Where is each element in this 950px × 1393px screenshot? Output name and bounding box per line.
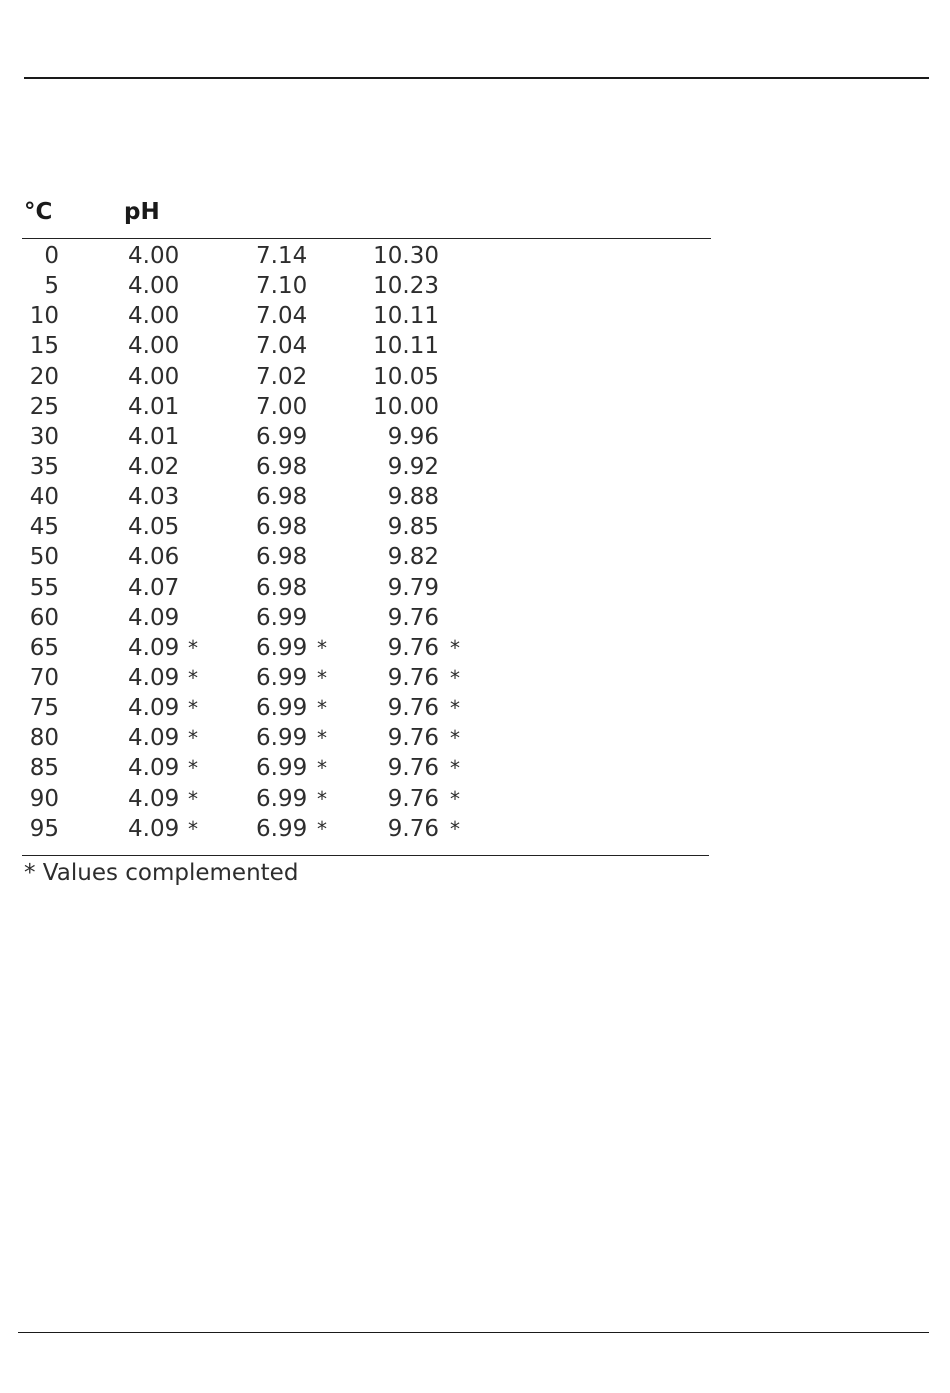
cell-ph-buffer-1-marker: * bbox=[188, 635, 198, 660]
cell-ph-buffer-2: 7.04 bbox=[256, 333, 308, 360]
cell-temperature: 25 bbox=[29, 393, 59, 420]
cell-ph-buffer-3: 9.76 bbox=[387, 695, 439, 722]
cell-ph-buffer-2-marker: * bbox=[317, 665, 327, 690]
cell-ph-buffer-3-marker: * bbox=[450, 726, 460, 751]
table-row bbox=[0, 452, 720, 482]
cell-ph-buffer-3: 10.05 bbox=[373, 363, 439, 390]
cell-temperature: 5 bbox=[44, 273, 59, 300]
cell-temperature: 60 bbox=[29, 604, 59, 631]
table-row bbox=[0, 362, 720, 392]
table-footer-rule bbox=[22, 855, 709, 856]
cell-ph-buffer-1: 4.00 bbox=[128, 273, 180, 300]
cell-temperature: 80 bbox=[29, 725, 59, 752]
cell-ph-buffer-2: 6.99 bbox=[256, 725, 308, 752]
cell-ph-buffer-2: 6.98 bbox=[256, 484, 308, 511]
cell-ph-buffer-1-marker: * bbox=[188, 665, 198, 690]
table-row bbox=[0, 542, 720, 572]
cell-ph-buffer-1: 4.09 bbox=[128, 664, 180, 691]
cell-ph-buffer-2: 6.99 bbox=[256, 785, 308, 812]
table-row bbox=[0, 784, 720, 814]
cell-temperature: 65 bbox=[29, 634, 59, 661]
cell-ph-buffer-1-marker: * bbox=[188, 816, 198, 841]
table-row bbox=[0, 392, 720, 422]
cell-temperature: 30 bbox=[29, 423, 59, 450]
table-header-rule bbox=[22, 238, 711, 239]
cell-ph-buffer-2: 6.99 bbox=[256, 755, 308, 782]
cell-ph-buffer-1: 4.03 bbox=[128, 484, 180, 511]
cell-ph-buffer-2: 6.99 bbox=[256, 664, 308, 691]
table-body bbox=[0, 241, 720, 844]
cell-ph-buffer-3: 9.76 bbox=[387, 815, 439, 842]
cell-ph-buffer-3: 10.30 bbox=[373, 243, 439, 269]
cell-ph-buffer-2: 6.98 bbox=[256, 544, 308, 571]
cell-temperature: 95 bbox=[29, 815, 59, 842]
table-row bbox=[0, 814, 720, 844]
cell-temperature: 90 bbox=[29, 785, 59, 812]
cell-temperature: 55 bbox=[29, 574, 59, 601]
cell-ph-buffer-1: 4.09 bbox=[128, 725, 180, 752]
cell-ph-buffer-3: 10.11 bbox=[373, 303, 439, 330]
cell-ph-buffer-1: 4.06 bbox=[128, 544, 180, 571]
cell-ph-buffer-2: 6.99 bbox=[256, 815, 308, 842]
table-row bbox=[0, 422, 720, 452]
cell-ph-buffer-2: 6.99 bbox=[256, 423, 308, 450]
cell-ph-buffer-1: 4.09 bbox=[128, 815, 180, 842]
cell-ph-buffer-1-marker: * bbox=[188, 756, 198, 781]
cell-ph-buffer-1: 4.09 bbox=[128, 604, 180, 631]
cell-ph-buffer-2: 6.98 bbox=[256, 453, 308, 480]
cell-ph-buffer-2: 7.02 bbox=[256, 363, 308, 390]
cell-ph-buffer-2-marker: * bbox=[317, 756, 327, 781]
cell-temperature: 0 bbox=[44, 243, 59, 269]
cell-ph-buffer-1: 4.09 bbox=[128, 695, 180, 722]
cell-ph-buffer-3: 9.76 bbox=[387, 664, 439, 691]
table-row bbox=[0, 331, 720, 361]
column-header-temperature: °C bbox=[24, 199, 53, 225]
cell-ph-buffer-2-marker: * bbox=[317, 696, 327, 721]
cell-ph-buffer-3-marker: * bbox=[450, 665, 460, 690]
cell-temperature: 50 bbox=[29, 544, 59, 571]
cell-temperature: 45 bbox=[29, 514, 59, 541]
cell-ph-buffer-1-marker: * bbox=[188, 696, 198, 721]
cell-ph-buffer-3: 9.76 bbox=[387, 755, 439, 782]
cell-ph-buffer-1: 4.00 bbox=[128, 303, 180, 330]
cell-ph-buffer-3: 10.11 bbox=[373, 333, 439, 360]
cell-ph-buffer-2-marker: * bbox=[317, 726, 327, 751]
cell-ph-buffer-2: 7.10 bbox=[256, 273, 308, 300]
table-row bbox=[0, 301, 720, 331]
cell-ph-buffer-2: 7.00 bbox=[256, 393, 308, 420]
cell-ph-buffer-1: 4.09 bbox=[128, 634, 180, 661]
cell-ph-buffer-2: 7.14 bbox=[256, 243, 308, 269]
cell-ph-buffer-2-marker: * bbox=[317, 816, 327, 841]
table-row bbox=[0, 482, 720, 512]
cell-ph-buffer-1: 4.00 bbox=[128, 243, 180, 269]
cell-temperature: 70 bbox=[29, 664, 59, 691]
cell-ph-buffer-3: 9.92 bbox=[387, 453, 439, 480]
cell-ph-buffer-1: 4.07 bbox=[128, 574, 180, 601]
table-row bbox=[0, 603, 720, 633]
cell-ph-buffer-1: 4.09 bbox=[128, 755, 180, 782]
table-row bbox=[0, 573, 720, 603]
cell-ph-buffer-1: 4.09 bbox=[128, 785, 180, 812]
cell-ph-buffer-2: 6.99 bbox=[256, 604, 308, 631]
cell-ph-buffer-2: 6.98 bbox=[256, 514, 308, 541]
cell-ph-buffer-3: 9.85 bbox=[387, 514, 439, 541]
cell-ph-buffer-3: 9.82 bbox=[387, 544, 439, 571]
table-row bbox=[0, 693, 720, 723]
table-row bbox=[0, 271, 720, 301]
table-row bbox=[0, 512, 720, 542]
cell-ph-buffer-3: 9.76 bbox=[387, 634, 439, 661]
cell-ph-buffer-1: 4.00 bbox=[128, 363, 180, 390]
cell-ph-buffer-3-marker: * bbox=[450, 786, 460, 811]
cell-ph-buffer-3: 9.79 bbox=[387, 574, 439, 601]
cell-temperature: 20 bbox=[29, 363, 59, 390]
cell-ph-buffer-2: 6.99 bbox=[256, 634, 308, 661]
cell-ph-buffer-1-marker: * bbox=[188, 726, 198, 751]
cell-temperature: 40 bbox=[29, 484, 59, 511]
cell-temperature: 10 bbox=[29, 303, 59, 330]
cell-ph-buffer-1: 4.05 bbox=[128, 514, 180, 541]
cell-ph-buffer-2: 7.04 bbox=[256, 303, 308, 330]
cell-ph-buffer-3: 9.76 bbox=[387, 725, 439, 752]
cell-ph-buffer-3-marker: * bbox=[450, 696, 460, 721]
cell-ph-buffer-3: 10.00 bbox=[373, 393, 439, 420]
column-header-ph: pH bbox=[124, 199, 160, 225]
cell-temperature: 85 bbox=[29, 755, 59, 782]
cell-ph-buffer-2: 6.99 bbox=[256, 695, 308, 722]
cell-ph-buffer-3-marker: * bbox=[450, 756, 460, 781]
cell-ph-buffer-3: 10.23 bbox=[373, 273, 439, 300]
cell-ph-buffer-1: 4.00 bbox=[128, 333, 180, 360]
page-bottom-rule bbox=[18, 1332, 929, 1333]
cell-ph-buffer-1-marker: * bbox=[188, 786, 198, 811]
cell-ph-buffer-2: 6.98 bbox=[256, 574, 308, 601]
table-footnote: * Values complemented bbox=[24, 860, 299, 886]
cell-ph-buffer-3-marker: * bbox=[450, 635, 460, 660]
cell-ph-buffer-3: 9.96 bbox=[387, 423, 439, 450]
cell-temperature: 75 bbox=[29, 695, 59, 722]
cell-ph-buffer-3-marker: * bbox=[450, 816, 460, 841]
cell-ph-buffer-2-marker: * bbox=[317, 635, 327, 660]
page-top-rule bbox=[24, 77, 929, 79]
table-header bbox=[24, 199, 714, 231]
table-row bbox=[0, 663, 720, 693]
cell-temperature: 15 bbox=[29, 333, 59, 360]
cell-ph-buffer-1: 4.01 bbox=[128, 393, 180, 420]
cell-ph-buffer-3: 9.76 bbox=[387, 604, 439, 631]
cell-ph-buffer-1: 4.02 bbox=[128, 453, 180, 480]
cell-ph-buffer-3: 9.76 bbox=[387, 785, 439, 812]
table-row bbox=[0, 241, 720, 271]
cell-ph-buffer-3: 9.88 bbox=[387, 484, 439, 511]
cell-temperature: 35 bbox=[29, 453, 59, 480]
cell-ph-buffer-1: 4.01 bbox=[128, 423, 180, 450]
table-row bbox=[0, 753, 720, 783]
table-row bbox=[0, 633, 720, 663]
cell-ph-buffer-2-marker: * bbox=[317, 786, 327, 811]
table-row bbox=[0, 723, 720, 753]
